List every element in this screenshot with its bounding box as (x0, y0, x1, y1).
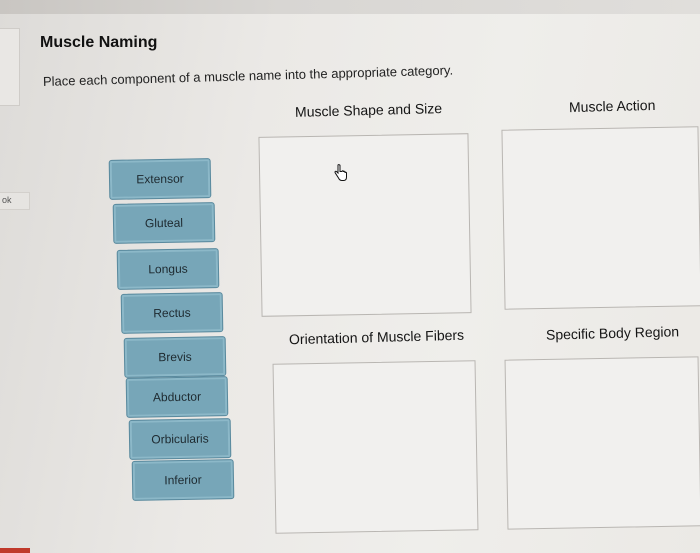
chip-abductor[interactable]: Abductor (126, 376, 229, 418)
dropzone-shape-size[interactable] (258, 133, 471, 317)
chip-brevis[interactable]: Brevis (124, 336, 227, 378)
chip-gluteal[interactable]: Gluteal (113, 202, 216, 244)
side-ok-tab[interactable] (0, 192, 30, 210)
chip-extensor[interactable]: Extensor (109, 158, 212, 200)
side-ok-label: ok (2, 195, 12, 205)
instructions-text: Place each component of a muscle name into the appropriate category. (42, 62, 454, 89)
chip-longus[interactable]: Longus (117, 248, 220, 290)
chip-inferior[interactable]: Inferior (132, 459, 235, 501)
left-panel-tab[interactable] (0, 28, 20, 106)
dropzone-body-region[interactable] (505, 356, 700, 529)
category-label-body-region: Specific Body Region (545, 323, 680, 343)
category-label-fiber-orientation: Orientation of Muscle Fibers (288, 326, 465, 348)
category-label-action: Muscle Action (568, 96, 656, 116)
hand-pointer-icon (332, 164, 348, 182)
dropzone-action[interactable] (501, 126, 700, 309)
page-title: Muscle Naming (40, 34, 158, 51)
top-bar (0, 0, 700, 14)
red-indicator (0, 548, 30, 553)
dropzone-fiber-orientation[interactable] (273, 360, 479, 534)
category-label-shape-size: Muscle Shape and Size (294, 100, 443, 120)
chip-rectus[interactable]: Rectus (121, 292, 224, 334)
chip-orbicularis[interactable]: Orbicularis (129, 418, 232, 460)
